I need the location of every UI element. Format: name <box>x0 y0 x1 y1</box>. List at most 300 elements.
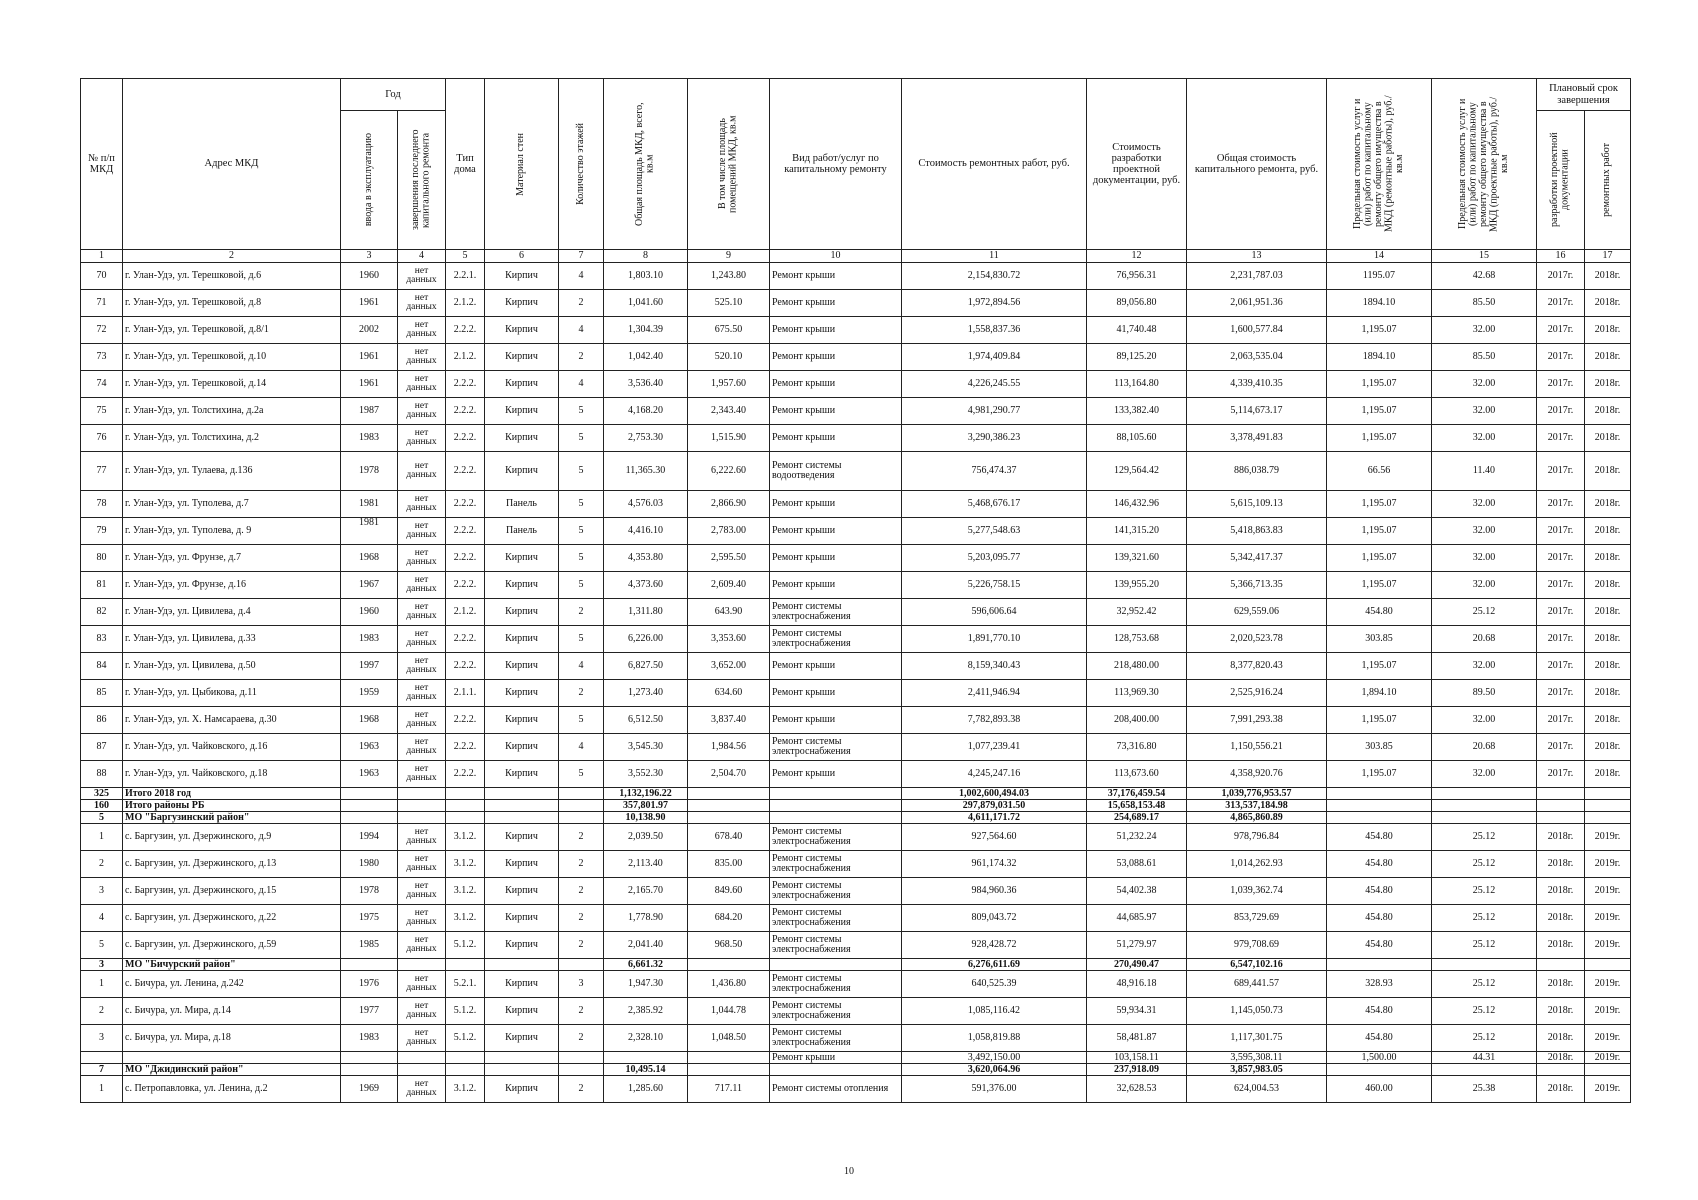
table-cell: 44,685.97 <box>1087 905 1187 932</box>
header-year-start: ввода в эксплуатацию <box>341 111 398 250</box>
table-cell: 25.12 <box>1432 1025 1537 1052</box>
table-cell: 927,564.60 <box>902 824 1087 851</box>
table-cell: 2018г. <box>1585 599 1631 626</box>
table-cell: Кирпич <box>485 371 559 398</box>
table-row <box>81 317 1631 344</box>
table-cell: 6,661.32 <box>604 959 688 971</box>
table-cell: нет данных <box>398 626 446 653</box>
table-cell: 2.2.2. <box>446 317 485 344</box>
table-cell <box>559 800 604 812</box>
table-cell: 4,576.03 <box>604 491 688 518</box>
table-cell: 928,428.72 <box>902 932 1087 959</box>
table-cell <box>1585 812 1631 824</box>
table-cell: 2018г. <box>1585 263 1631 290</box>
table-cell: 3 <box>81 1025 123 1052</box>
table-cell: 1,273.40 <box>604 680 688 707</box>
table-cell: 3.1.2. <box>446 824 485 851</box>
table-cell <box>770 959 902 971</box>
table-cell: нет данных <box>398 1025 446 1052</box>
header-plan-design: разработки проектной документации <box>1537 111 1585 250</box>
table-cell: 2017г. <box>1537 572 1585 599</box>
column-number: 8 <box>604 250 688 263</box>
table-cell: 2.1.2. <box>446 344 485 371</box>
table-cell: 4,358,920.76 <box>1187 761 1327 788</box>
table-cell: 2017г. <box>1537 452 1585 491</box>
table-cell: 77 <box>81 452 123 491</box>
table-cell: 86 <box>81 707 123 734</box>
table-cell: Кирпич <box>485 653 559 680</box>
table-cell: 59,934.31 <box>1087 998 1187 1025</box>
table-cell: 1,500.00 <box>1327 1052 1432 1064</box>
table-cell: 3 <box>559 971 604 998</box>
table-cell: 1976 <box>341 971 398 998</box>
table-cell <box>1327 959 1432 971</box>
table-cell: 2017г. <box>1537 545 1585 572</box>
table-cell: Ремонт системы электроснабжения <box>770 851 902 878</box>
table-cell: 2.2.2. <box>446 761 485 788</box>
table-cell: МО "Баргузинский район" <box>123 812 341 824</box>
table-cell: 4,245,247.16 <box>902 761 1087 788</box>
table-cell: 3,290,386.23 <box>902 425 1087 452</box>
table-cell: 5.2.1. <box>446 971 485 998</box>
table-cell: 218,480.00 <box>1087 653 1187 680</box>
table-row <box>81 878 1631 905</box>
table-cell: 2019г. <box>1585 971 1631 998</box>
table-row <box>81 680 1631 707</box>
table-cell: 756,474.37 <box>902 452 1087 491</box>
table-cell: 25.38 <box>1432 1076 1537 1103</box>
table-cell: 640,525.39 <box>902 971 1087 998</box>
table-cell: 1,039,776,953.57 <box>1187 788 1327 800</box>
table-cell: г. Улан-Удэ, ул. Туполева, д.7 <box>123 491 341 518</box>
table-cell: 2,061,951.36 <box>1187 290 1327 317</box>
table-cell: 1,984.56 <box>688 734 770 761</box>
table-cell: Ремонт крыши <box>770 572 902 599</box>
table-cell: 303.85 <box>1327 734 1432 761</box>
table-cell: 809,043.72 <box>902 905 1087 932</box>
table-cell: 1,515.90 <box>688 425 770 452</box>
column-number: 3 <box>341 250 398 263</box>
table-cell: 2 <box>81 998 123 1025</box>
table-cell: 2.1.1. <box>446 680 485 707</box>
table-cell: 89.50 <box>1432 680 1537 707</box>
table-cell: 32.00 <box>1432 371 1537 398</box>
table-cell <box>398 800 446 812</box>
table-cell: 208,400.00 <box>1087 707 1187 734</box>
table-cell: 270,490.47 <box>1087 959 1187 971</box>
table-cell: 2018г. <box>1585 734 1631 761</box>
table-cell <box>1585 788 1631 800</box>
table-cell: г. Улан-Удэ, ул. Чайковского, д.16 <box>123 734 341 761</box>
table-cell: 2018г. <box>1585 707 1631 734</box>
table-cell <box>1537 788 1585 800</box>
table-row <box>81 1076 1631 1103</box>
table-cell: 32.00 <box>1432 425 1537 452</box>
table-cell: Ремонт системы электроснабжения <box>770 734 902 761</box>
table-cell <box>398 1052 446 1064</box>
table-cell: 2 <box>559 599 604 626</box>
table-cell: 2018г. <box>1537 998 1585 1025</box>
table-cell: 1,042.40 <box>604 344 688 371</box>
table-cell: 51,279.97 <box>1087 932 1187 959</box>
table-cell: 133,382.40 <box>1087 398 1187 425</box>
table-cell: Кирпич <box>485 263 559 290</box>
table-cell: 525.10 <box>688 290 770 317</box>
subtotal-row <box>81 1064 1631 1076</box>
subtotal-row <box>81 812 1631 824</box>
table-cell: г. Улан-Удэ, ул. Толстихина, д.2а <box>123 398 341 425</box>
table-cell: Итого 2018 год <box>123 788 341 800</box>
table-cell: 2 <box>81 851 123 878</box>
table-cell: 2.2.2. <box>446 518 485 545</box>
table-cell: 2017г. <box>1537 761 1585 788</box>
table-cell: 5,468,676.17 <box>902 491 1087 518</box>
subtotal-row <box>81 959 1631 971</box>
table-cell: 5,114,673.17 <box>1187 398 1327 425</box>
column-number: 10 <box>770 250 902 263</box>
header-address: Адрес МКД <box>123 79 341 250</box>
table-cell: 32.00 <box>1432 317 1537 344</box>
table-cell: 454.80 <box>1327 824 1432 851</box>
table-cell <box>770 788 902 800</box>
table-cell <box>559 1052 604 1064</box>
table-cell: Кирпич <box>485 398 559 425</box>
table-cell: Ремонт крыши <box>770 761 902 788</box>
table-cell <box>770 812 902 824</box>
table-cell: 2,039.50 <box>604 824 688 851</box>
table-cell: 3,492,150.00 <box>902 1052 1087 1064</box>
table-row <box>81 425 1631 452</box>
table-cell: г. Улан-Удэ, ул. Толстихина, д.2 <box>123 425 341 452</box>
table-cell: 1,085,116.42 <box>902 998 1087 1025</box>
table-cell: нет данных <box>398 263 446 290</box>
table-cell: 5,366,713.35 <box>1187 572 1327 599</box>
table-cell: г. Улан-Удэ, ул. Терешковой, д.6 <box>123 263 341 290</box>
table-cell: с. Баргузин, ул. Дзержинского, д.13 <box>123 851 341 878</box>
table-cell: 32.00 <box>1432 653 1537 680</box>
table-cell: 1,195.07 <box>1327 707 1432 734</box>
table-cell: 6,226.00 <box>604 626 688 653</box>
table-cell: 5.1.2. <box>446 932 485 959</box>
table-cell: 1983 <box>341 626 398 653</box>
table-cell: МО "Джидинский район" <box>123 1064 341 1076</box>
table-cell: 85.50 <box>1432 344 1537 371</box>
table-cell: 1,044.78 <box>688 998 770 1025</box>
table-cell: Ремонт системы электроснабжения <box>770 998 902 1025</box>
table-cell: 978,796.84 <box>1187 824 1327 851</box>
table-cell: с. Баргузин, ул. Дзержинского, д.59 <box>123 932 341 959</box>
column-number: 6 <box>485 250 559 263</box>
table-cell: 2.2.2. <box>446 572 485 599</box>
table-cell: 2.2.1. <box>446 263 485 290</box>
table-cell: 5,342,417.37 <box>1187 545 1327 572</box>
table-cell <box>485 1052 559 1064</box>
table-cell: 2018г. <box>1537 932 1585 959</box>
table-cell: с. Баргузин, ул. Дзержинского, д.9 <box>123 824 341 851</box>
table-cell: Ремонт крыши <box>770 398 902 425</box>
table-cell <box>559 1064 604 1076</box>
table-cell: 5,226,758.15 <box>902 572 1087 599</box>
table-cell: г. Улан-Удэ, ул. Цивилева, д.4 <box>123 599 341 626</box>
table-cell: нет данных <box>398 734 446 761</box>
table-cell: 2,165.70 <box>604 878 688 905</box>
table-cell: 32.00 <box>1432 491 1537 518</box>
table-cell: 20.68 <box>1432 734 1537 761</box>
table-cell: 1981 <box>341 491 398 518</box>
table-cell: 87 <box>81 734 123 761</box>
document-sheet <box>80 78 1630 1103</box>
table-cell: Кирпич <box>485 971 559 998</box>
table-cell: г. Улан-Удэ, ул. Тулаева, д.136 <box>123 452 341 491</box>
table-cell: Кирпич <box>485 878 559 905</box>
table-cell: 1967 <box>341 572 398 599</box>
table-cell <box>688 1064 770 1076</box>
table-cell: 2017г. <box>1537 680 1585 707</box>
table-cell: 81 <box>81 572 123 599</box>
table-cell: Ремонт крыши <box>770 317 902 344</box>
table-cell: 1961 <box>341 290 398 317</box>
table-cell: 7 <box>81 1064 123 1076</box>
table-cell: 32.00 <box>1432 707 1537 734</box>
header-year-repair: завершения последнего капитального ремонта <box>398 111 446 250</box>
table-cell: 1987 <box>341 398 398 425</box>
table-cell: 835.00 <box>688 851 770 878</box>
table-cell: 1,778.90 <box>604 905 688 932</box>
table-cell: 76 <box>81 425 123 452</box>
table-cell: 2,343.40 <box>688 398 770 425</box>
table-cell: 32.00 <box>1432 572 1537 599</box>
table-cell: 2017г. <box>1537 317 1585 344</box>
table-cell: 6,827.50 <box>604 653 688 680</box>
table-cell: Кирпич <box>485 932 559 959</box>
table-cell: 3,536.40 <box>604 371 688 398</box>
table-cell: 4,865,860.89 <box>1187 812 1327 824</box>
table-row <box>81 290 1631 317</box>
table-cell: нет данных <box>398 905 446 932</box>
table-row <box>81 707 1631 734</box>
table-cell: 1,039,362.74 <box>1187 878 1327 905</box>
table-cell: Кирпич <box>485 626 559 653</box>
table-cell: 2018г. <box>1537 824 1585 851</box>
table-cell: 8,159,340.43 <box>902 653 1087 680</box>
table-cell: 254,689.17 <box>1087 812 1187 824</box>
table-cell: 2017г. <box>1537 371 1585 398</box>
table-cell: 454.80 <box>1327 1025 1432 1052</box>
table-cell: 2018г. <box>1585 491 1631 518</box>
table-cell: 2 <box>559 998 604 1025</box>
table-cell: 5 <box>559 425 604 452</box>
table-cell: 303.85 <box>1327 626 1432 653</box>
table-cell: 88,105.60 <box>1087 425 1187 452</box>
table-cell: 4,981,290.77 <box>902 398 1087 425</box>
table-cell: 54,402.38 <box>1087 878 1187 905</box>
table-cell: 25.12 <box>1432 971 1537 998</box>
table-cell: нет данных <box>398 599 446 626</box>
table-cell: 2018г. <box>1537 1052 1585 1064</box>
table-cell: 85.50 <box>1432 290 1537 317</box>
table-cell: 5,615,109.13 <box>1187 491 1327 518</box>
table-cell: нет данных <box>398 425 446 452</box>
table-cell: г. Улан-Удэ, ул. Цивилева, д.33 <box>123 626 341 653</box>
table-cell: 1,957.60 <box>688 371 770 398</box>
table-row <box>81 1052 1631 1064</box>
table-cell <box>1327 800 1432 812</box>
table-row <box>81 971 1631 998</box>
column-number: 9 <box>688 250 770 263</box>
table-cell: 2,231,787.03 <box>1187 263 1327 290</box>
table-cell <box>559 812 604 824</box>
column-number: 17 <box>1585 250 1631 263</box>
table-row <box>81 452 1631 491</box>
table-cell: Кирпич <box>485 1025 559 1052</box>
table-cell <box>485 788 559 800</box>
table-cell: 2019г. <box>1585 1025 1631 1052</box>
table-cell <box>446 788 485 800</box>
table-cell: Кирпич <box>485 317 559 344</box>
table-cell: 2,328.10 <box>604 1025 688 1052</box>
table-cell: 6,276,611.69 <box>902 959 1087 971</box>
table-cell: 5 <box>559 626 604 653</box>
table-cell: Ремонт системы электроснабжения <box>770 878 902 905</box>
column-number: 16 <box>1537 250 1585 263</box>
table-cell: с. Петропавловка, ул. Ленина, д.2 <box>123 1076 341 1103</box>
table-cell: 5.1.2. <box>446 1025 485 1052</box>
table-cell: 1,195.07 <box>1327 425 1432 452</box>
table-cell: 2,525,916.24 <box>1187 680 1327 707</box>
table-cell: 1963 <box>341 734 398 761</box>
table-cell: Ремонт системы электроснабжения <box>770 824 902 851</box>
table-cell: 2019г. <box>1585 878 1631 905</box>
table-cell: Кирпич <box>485 1076 559 1103</box>
table-cell: 629,559.06 <box>1187 599 1327 626</box>
table-cell: 4 <box>559 734 604 761</box>
table-cell: 41,740.48 <box>1087 317 1187 344</box>
table-cell: 1,041.60 <box>604 290 688 317</box>
table-cell <box>398 1064 446 1076</box>
table-cell <box>341 959 398 971</box>
table-cell: 454.80 <box>1327 878 1432 905</box>
table-cell: с. Бичура, ул. Мира, д.18 <box>123 1025 341 1052</box>
table-cell: 1,891,770.10 <box>902 626 1087 653</box>
table-cell <box>1327 1064 1432 1076</box>
table-cell: 460.00 <box>1327 1076 1432 1103</box>
table-cell: Панель <box>485 518 559 545</box>
table-cell: нет данных <box>398 290 446 317</box>
table-cell: Кирпич <box>485 761 559 788</box>
table-cell: 4,353.80 <box>604 545 688 572</box>
table-cell: Кирпич <box>485 998 559 1025</box>
table-cell: нет данных <box>398 572 446 599</box>
table-cell: 297,879,031.50 <box>902 800 1087 812</box>
table-cell: 32,952.42 <box>1087 599 1187 626</box>
table-cell <box>559 788 604 800</box>
table-cell: 20.68 <box>1432 626 1537 653</box>
table-cell: 2018г. <box>1537 905 1585 932</box>
table-cell: 5 <box>81 932 123 959</box>
header-year: Год <box>341 79 446 111</box>
table-cell: 4,168.20 <box>604 398 688 425</box>
table-cell: 2018г. <box>1585 572 1631 599</box>
table-cell: 2,753.30 <box>604 425 688 452</box>
table-row <box>81 491 1631 518</box>
table-cell: 128,753.68 <box>1087 626 1187 653</box>
table-cell: 2.2.2. <box>446 653 485 680</box>
table-cell: 2019г. <box>1585 1052 1631 1064</box>
table-cell: 2.2.2. <box>446 545 485 572</box>
table-cell: 2018г. <box>1585 425 1631 452</box>
table-cell: 886,038.79 <box>1187 452 1327 491</box>
subtotal-row <box>81 800 1631 812</box>
table-cell: 1,600,577.84 <box>1187 317 1327 344</box>
table-cell: 2018г. <box>1585 653 1631 680</box>
table-cell: 1959 <box>341 680 398 707</box>
table-cell: нет данных <box>398 545 446 572</box>
table-cell: 1,304.39 <box>604 317 688 344</box>
table-cell: Ремонт системы электроснабжения <box>770 599 902 626</box>
table-cell: 1,077,239.41 <box>902 734 1087 761</box>
table-cell: г. Улан-Удэ, ул. Фрунзе, д.16 <box>123 572 341 599</box>
table-cell <box>485 1064 559 1076</box>
table-cell: 2017г. <box>1537 626 1585 653</box>
header-cost-design: Стоимость разработки проектной документации, руб. <box>1087 79 1187 250</box>
table-cell <box>485 959 559 971</box>
table-cell: 113,164.80 <box>1087 371 1187 398</box>
table-cell: 4,416.10 <box>604 518 688 545</box>
table-cell: Ремонт крыши <box>770 491 902 518</box>
table-row <box>81 572 1631 599</box>
table-cell: 75 <box>81 398 123 425</box>
table-cell: Панель <box>485 491 559 518</box>
table-cell <box>1537 959 1585 971</box>
column-number: 1 <box>81 250 123 263</box>
column-number: 14 <box>1327 250 1432 263</box>
table-cell: Ремонт крыши <box>770 653 902 680</box>
table-cell: 984,960.36 <box>902 878 1087 905</box>
column-number: 2 <box>123 250 341 263</box>
column-number-row <box>81 250 1631 263</box>
table-cell: 4,611,171.72 <box>902 812 1087 824</box>
table-cell: 2019г. <box>1585 932 1631 959</box>
table-cell: 1,894.10 <box>1327 680 1432 707</box>
table-cell: 454.80 <box>1327 905 1432 932</box>
table-cell: 2,020,523.78 <box>1187 626 1327 653</box>
table-cell: г. Улан-Удэ, ул. Туполева, д. 9 <box>123 518 341 545</box>
table-cell: Кирпич <box>485 851 559 878</box>
table-header <box>81 79 1631 263</box>
table-cell: 3,378,491.83 <box>1187 425 1327 452</box>
table-cell <box>1327 812 1432 824</box>
table-cell <box>1432 959 1537 971</box>
table-cell: нет данных <box>398 491 446 518</box>
table-cell: 2018г. <box>1537 971 1585 998</box>
table-cell: 5 <box>559 518 604 545</box>
table-cell: 3 <box>81 878 123 905</box>
table-cell: 2 <box>559 932 604 959</box>
table-cell: 684.20 <box>688 905 770 932</box>
column-number: 13 <box>1187 250 1327 263</box>
table-cell: 624,004.53 <box>1187 1076 1327 1103</box>
table-cell: 129,564.42 <box>1087 452 1187 491</box>
table-cell: г. Улан-Удэ, ул. Терешковой, д.8 <box>123 290 341 317</box>
table-cell: 83 <box>81 626 123 653</box>
table-cell: нет данных <box>398 878 446 905</box>
table-cell <box>1537 812 1585 824</box>
table-cell <box>446 1064 485 1076</box>
table-cell: 2.2.2. <box>446 371 485 398</box>
table-cell: 634.60 <box>688 680 770 707</box>
table-cell: нет данных <box>398 824 446 851</box>
table-row <box>81 734 1631 761</box>
